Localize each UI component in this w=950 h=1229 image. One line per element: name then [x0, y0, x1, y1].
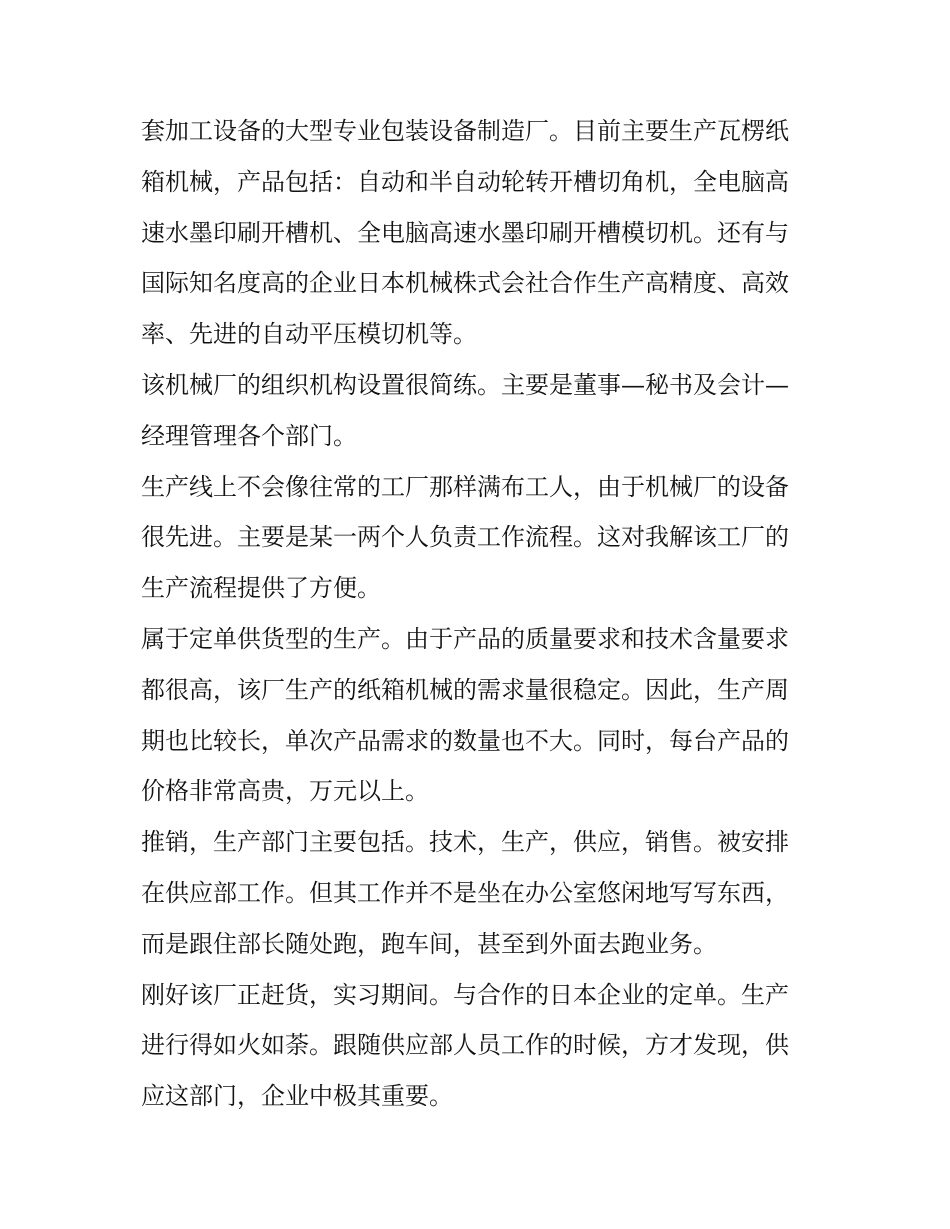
text-line: 速水墨印刷开槽机、全电脑高速水墨印刷开槽模切机。还有与	[141, 218, 789, 247]
text-line: 价格非常高贵，万元以上。	[141, 777, 429, 806]
text-line: 生产流程提供了方便。	[141, 574, 381, 603]
text-line: 进行得如火如荼。跟随供应部人员工作的时候，方才发现，供	[141, 1031, 789, 1060]
text-line: 都很高，该厂生产的纸箱机械的需求量很稳定。因此，生产周	[141, 675, 789, 704]
text-line: 套加工设备的大型专业包装设备制造厂。目前主要生产瓦楞纸	[141, 117, 789, 145]
text-line: 箱机械，产品包括：自动和半自动轮转开槽切角机，全电脑高	[141, 167, 789, 196]
document-body	[141, 106, 813, 1122]
text-line: 经理管理各个部门。	[141, 421, 357, 450]
text-line: 很先进。主要是某一两个人负责工作流程。这对我解该工厂的	[141, 523, 789, 552]
text-line: 在供应部工作。但其工作并不是坐在办公室悠闲地写写东西，	[141, 878, 789, 907]
text-line: 期也比较长，单次产品需求的数量也不大。同时，每台产品的	[141, 726, 789, 755]
text-line: 国际知名度高的企业日本机械株式会社合作生产高精度、高效	[141, 269, 789, 298]
text-line: 刚好该厂正赶货，实习期间。与合作的日本企业的定单。生产	[141, 980, 789, 1009]
text-line: 生产线上不会像往常的工厂那样满布工人，由于机械厂的设备	[141, 472, 789, 501]
text-line: 而是跟住部长随处跑，跑车间，甚至到外面去跑业务。	[141, 929, 717, 958]
text-line: 率、先进的自动平压模切机等。	[141, 320, 477, 349]
text-line: 该机械厂的组织机构设置很简练。主要是董事—秘书及会计—	[141, 370, 789, 399]
text-line: 应这部门，企业中极其重要。	[141, 1082, 453, 1111]
text-line: 推销，生产部门主要包括。技术，生产，供应，销售。被安排	[141, 828, 789, 857]
text-line: 属于定单供货型的生产。由于产品的质量要求和技术含量要求	[141, 624, 789, 653]
